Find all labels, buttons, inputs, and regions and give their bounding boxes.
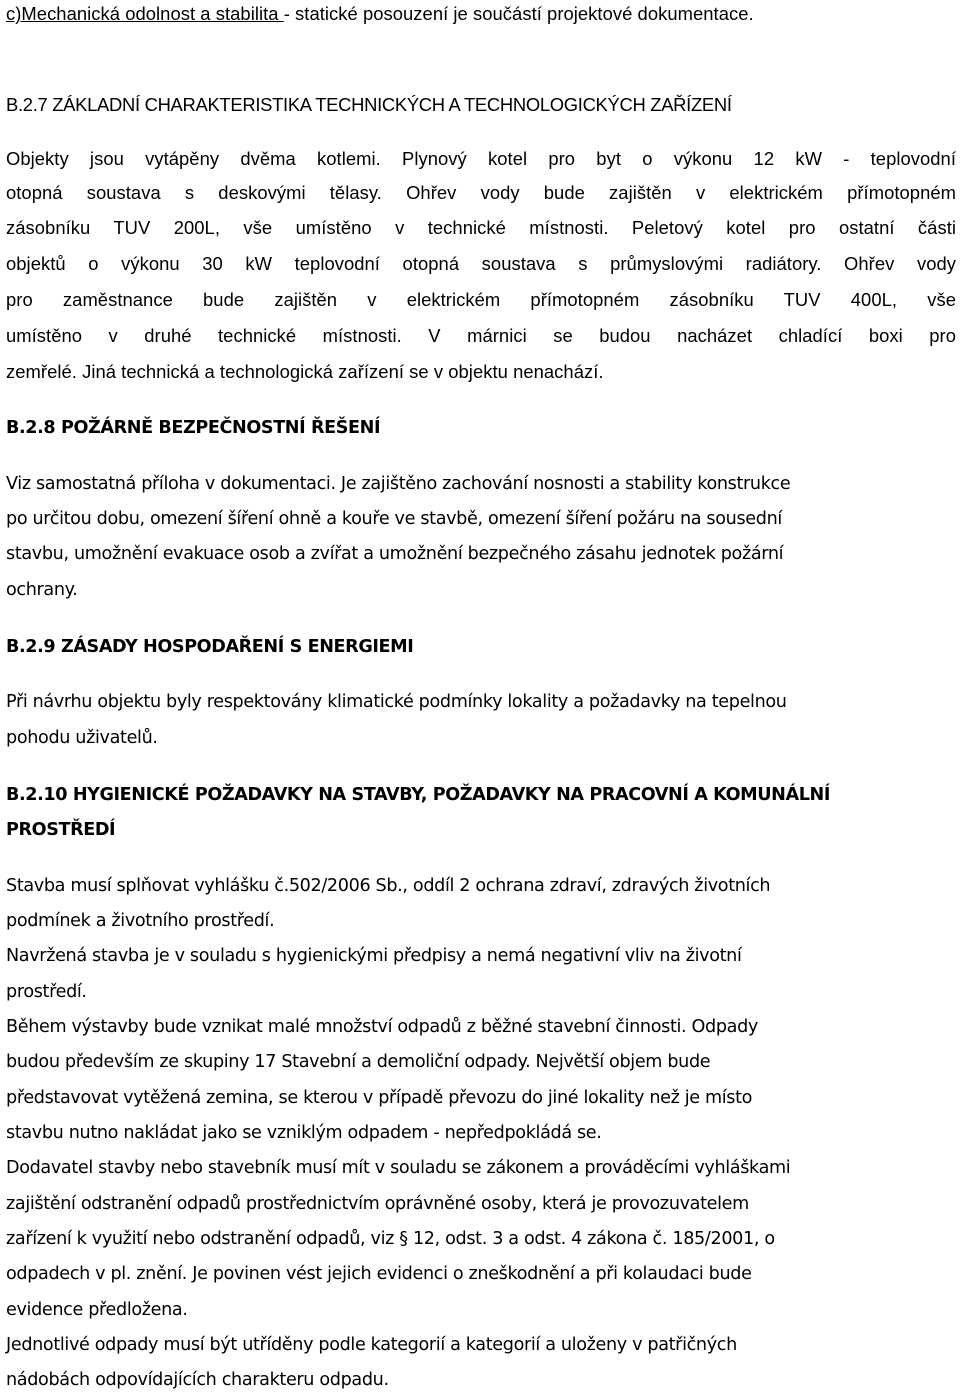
b210-line-6: budou především ze skupiny 17 Stavební a demoliční odpady. Největší objem bude — [6, 1052, 711, 1072]
b210-line-13: evidence předložena. — [6, 1300, 188, 1320]
intro-rest-text: - statické posouzení je součástí projektové dokumentace. — [283, 3, 754, 24]
b210-line-1: Stavba musí splňovat vyhlášku č.502/2006 Sb., oddíl 2 ochrana zdraví, zdravých životních — [6, 876, 771, 896]
b210-line-7: představovat vytěžená zemina, se kterou v případě převozu do jiné lokality než je místo — [6, 1088, 753, 1108]
b27-line-6: umístěno v druhé technické místnosti. V márnici se budou nacházet chladící boxi pro — [6, 325, 956, 346]
b28-line-2: po určitou dobu, omezení šíření ohně a kouře ve stavbě, omezení šíření požáru na sousední — [6, 509, 782, 529]
section-heading-b210-line-1: B.2.10 HYGIENICKÉ POŽADAVKY NA STAVBY, POŽADAVKY NA PRACOVNÍ A KOMUNÁLNÍ — [6, 785, 830, 805]
b27-line-7: zemřelé. Jiná technická a technologická zařízení se v objektu nenachází. — [6, 361, 604, 382]
b210-line-14: Jednotlivé odpady musí být utříděny podle kategorií a kategorií a uloženy v patřičných — [6, 1335, 737, 1355]
b210-line-8: stavbu nutno nakládat jako se vzniklým odpadem - nepředpokládá se. — [6, 1123, 602, 1143]
b210-line-3: Navržená stavba je v souladu s hygienickými předpisy a nemá negativní vliv na životní — [6, 946, 742, 966]
intro-line — [6, 5, 754, 23]
b28-line-4: ochrany. — [6, 580, 78, 600]
section-heading-b210-line-2: PROSTŘEDÍ — [6, 820, 116, 840]
section-heading-b28: B.2.8 POŽÁRNĚ BEZPEČNOSTNÍ ŘEŠENÍ — [6, 418, 381, 438]
b27-line-4: objektů o výkonu 30 kW teplovodní otopná soustava s průmyslovými radiátory. Ohřev vody — [6, 253, 956, 274]
section-heading-b29: B.2.9 ZÁSADY HOSPODAŘENÍ S ENERGIEMI — [6, 637, 414, 657]
b28-line-3: stavbu, umožnění evakuace osob a zvířat a umožnění bezpečného zásahu jednotek požární — [6, 544, 784, 564]
b28-line-1: Viz samostatná příloha v dokumentaci. Je zajištěno zachování nosnosti a stability konstrukce — [6, 474, 791, 494]
b210-line-12: odpadech v pl. znění. Je povinen vést jejich evidenci o zneškodnění a při kolaudaci bude — [6, 1264, 752, 1284]
b27-line-5: pro zaměstnance bude zajištěn v elektrickém přímotopném zásobníku TUV 400L, vše — [6, 289, 956, 310]
b210-line-10: zajištění odstranění odpadů prostřednictvím oprávněné osoby, která je provozuvatelem — [6, 1194, 749, 1214]
b210-line-9: Dodavatel stavby nebo stavebník musí mít v souladu se zákonem a prováděcími vyhláškami — [6, 1158, 791, 1178]
b29-line-1: Při návrhu objektu byly respektovány klimatické podmínky lokality a požadavky na tepelnou — [6, 692, 787, 712]
b210-line-2: podmínek a životního prostředí. — [6, 911, 275, 931]
b29-line-2: pohodu uživatelů. — [6, 728, 158, 748]
b210-line-4: prostředí. — [6, 982, 87, 1002]
b210-line-11: zařízení k využití nebo odstranění odpadů, viz § 12, odst. 3 a odst. 4 zákona č. 185/2001, o — [6, 1229, 775, 1249]
b27-line-2: otopná soustava s deskovými tělasy. Ohřev vody bude zajištěn v elektrickém přímotopném — [6, 182, 956, 203]
b210-line-5: Během výstavby bude vznikat malé množství odpadů z běžné stavební činnosti. Odpady — [6, 1017, 758, 1037]
b27-line-3: zásobníku TUV 200L, vše umístěno v technické místnosti. Peletový kotel pro ostatní části — [6, 217, 956, 238]
section-heading-b27: B.2.7 ZÁKLADNÍ CHARAKTERISTIKA TECHNICKÝCH A TECHNOLOGICKÝCH ZAŘÍZENÍ — [6, 94, 732, 115]
b27-line-1: Objekty jsou vytápěny dvěma kotlemi. Plynový kotel pro byt o výkonu 12 kW - teplovodní — [6, 148, 956, 169]
intro-underlined-text: c)Mechanická odolnost a stabilita — [6, 3, 284, 24]
b210-line-15: nádobách odpovídajících charakteru odpadu. — [6, 1370, 389, 1390]
